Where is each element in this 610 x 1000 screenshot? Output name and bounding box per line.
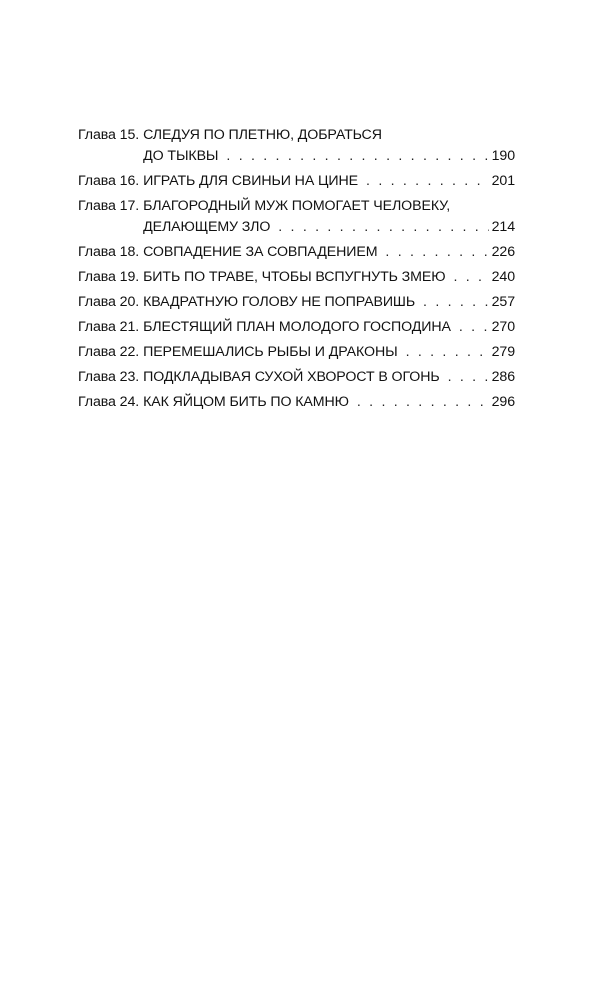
page-number: 190: [491, 148, 515, 164]
dot-leader: [406, 342, 489, 363]
table-of-contents: [78, 125, 515, 417]
chapter-title: БИТЬ ПО ТРАВЕ, ЧТОБЫ ВСПУГНУТЬ ЗМЕЮ: [143, 269, 446, 285]
dot-leader: [278, 217, 488, 238]
page-number: 240: [491, 269, 515, 285]
toc-entry: [78, 392, 515, 413]
chapter-number: Глава 17.: [78, 198, 140, 214]
dot-leader: [459, 317, 489, 338]
page-number: 286: [491, 369, 515, 385]
chapter-number: Глава 15.: [78, 127, 140, 143]
page-number: 257: [491, 294, 515, 310]
chapter-number: Глава 23.: [78, 369, 140, 385]
chapter-title: ПОДКЛАДЫВАЯ СУХОЙ ХВОРОСТ В ОГОНЬ: [143, 369, 440, 385]
chapter-title: ИГРАТЬ ДЛЯ СВИНЬИ НА ЦИНЕ: [143, 173, 359, 189]
page-number: 296: [491, 394, 515, 410]
dot-leader: [453, 267, 488, 288]
toc-entry: [78, 367, 515, 388]
toc-entry: [78, 267, 515, 288]
chapter-number: Глава 18.: [78, 244, 140, 260]
page-number: 226: [491, 244, 515, 260]
chapter-number: Глава 20.: [78, 294, 140, 310]
chapter-title: КВАДРАТНУЮ ГОЛОВУ НЕ ПОПРАВИШЬ: [143, 294, 416, 310]
dot-leader: [423, 292, 489, 313]
chapter-title-line1: БЛАГОРОДНЫЙ МУЖ ПОМОГАЕТ ЧЕЛОВЕКУ,: [143, 198, 451, 214]
toc-entry: [78, 317, 515, 338]
chapter-title: БЛЕСТЯЩИЙ ПЛАН МОЛОДОГО ГОСПОДИНА: [143, 319, 451, 335]
toc-entry: [78, 125, 515, 167]
chapter-title: СОВПАДЕНИЕ ЗА СОВПАДЕНИЕМ: [143, 244, 378, 260]
chapter-number: Глава 19.: [78, 269, 140, 285]
dot-leader: [357, 392, 489, 413]
dot-leader: [226, 146, 488, 167]
chapter-number: Глава 16.: [78, 173, 140, 189]
page-number: 214: [491, 219, 515, 235]
dot-leader: [366, 171, 489, 192]
dot-leader: [448, 367, 489, 388]
chapter-number: Глава 21.: [78, 319, 140, 335]
toc-entry: [78, 196, 515, 238]
toc-entry: [78, 171, 515, 192]
toc-entry: [78, 342, 515, 363]
page-number: 201: [491, 173, 515, 189]
page-number: 279: [491, 344, 515, 360]
chapter-title: ПЕРЕМЕШАЛИСЬ РЫБЫ И ДРАКОНЫ: [143, 344, 398, 360]
chapter-title: ДО ТЫКВЫ: [143, 148, 219, 164]
page-number: 270: [491, 319, 515, 335]
chapter-title-line1: СЛЕДУЯ ПО ПЛЕТНЮ, ДОБРАТЬСЯ: [143, 127, 382, 143]
chapter-number: Глава 24.: [78, 394, 140, 410]
dot-leader: [385, 242, 488, 263]
chapter-number: Глава 22.: [78, 344, 140, 360]
chapter-title: ДЕЛАЮЩЕМУ ЗЛО: [143, 219, 271, 235]
chapter-title: КАК ЯЙЦОМ БИТЬ ПО КАМНЮ: [143, 394, 349, 410]
toc-entry: [78, 242, 515, 263]
toc-entry: [78, 292, 515, 313]
